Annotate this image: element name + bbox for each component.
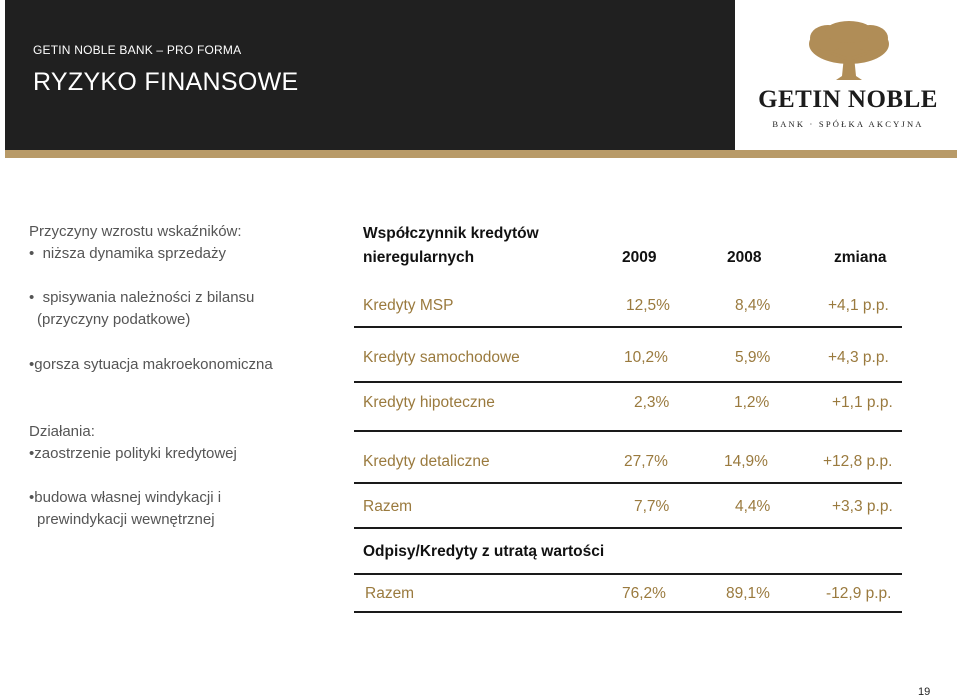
- row-divider: [354, 326, 902, 328]
- row-divider: [354, 482, 902, 484]
- table-header-line1: Współczynnik kredytów: [363, 225, 539, 242]
- row-divider: [354, 611, 902, 613]
- actions-title: Działania:: [29, 423, 95, 440]
- cause-item: • spisywania należności z bilansu: [29, 289, 255, 306]
- row-label: Razem: [365, 585, 415, 602]
- value-2008: 89,1%: [726, 585, 770, 602]
- logo-wordmark: GETIN NOBLE: [758, 86, 938, 113]
- causes-title: Przyczyny wzrostu wskaźników:: [29, 223, 242, 240]
- header-accent-bar: [5, 150, 957, 158]
- action-item: •budowa własnej windykacji i: [29, 489, 222, 506]
- row-divider: [354, 430, 902, 432]
- row-label: Kredyty samochodowe: [363, 349, 520, 366]
- value-change: -12,9 p.p.: [826, 585, 892, 602]
- header-subtitle: GETIN NOBLE BANK – PRO FORMA: [33, 43, 242, 57]
- value-2009: 2,3%: [634, 394, 670, 411]
- oak-tree-icon: [806, 20, 892, 82]
- row-label: Kredyty detaliczne: [363, 453, 490, 470]
- page-number: 19: [918, 686, 931, 698]
- cause-item: • niższa dynamika sprzedaży: [29, 245, 227, 262]
- header-banner: [5, 0, 735, 150]
- value-2008: 4,4%: [735, 498, 771, 515]
- value-2008: 5,9%: [735, 349, 771, 366]
- value-2009: 76,2%: [622, 585, 666, 602]
- value-2008: 8,4%: [735, 297, 771, 314]
- value-2008: 14,9%: [724, 453, 768, 470]
- column-header-change: zmiana: [834, 249, 887, 266]
- row-label: Razem: [363, 498, 413, 515]
- value-change: +1,1 p.p.: [832, 394, 893, 411]
- value-change: +12,8 p.p.: [823, 453, 893, 470]
- row-label: Kredyty MSP: [363, 297, 454, 314]
- value-2008: 1,2%: [734, 394, 770, 411]
- row-divider: [354, 573, 902, 575]
- row-label: Kredyty hipoteczne: [363, 394, 495, 411]
- value-change: +4,3 p.p.: [828, 349, 889, 366]
- row-divider: [354, 527, 902, 529]
- value-2009: 27,7%: [624, 453, 668, 470]
- column-header-2009: 2009: [622, 249, 657, 266]
- logo-tagline: BANK · SPÓŁKA AKCYJNA: [772, 119, 924, 129]
- section2-title: Odpisy/Kredyty z utratą wartości: [363, 543, 605, 560]
- cause-item: •gorsza sytuacja makroekonomiczna: [29, 356, 273, 373]
- value-change: +3,3 p.p.: [832, 498, 893, 515]
- value-2009: 10,2%: [624, 349, 668, 366]
- column-header-2008: 2008: [727, 249, 762, 266]
- cause-item-continuation: (przyczyny podatkowe): [37, 311, 191, 328]
- table-header-line2: nieregularnych: [363, 249, 475, 266]
- page-title: RYZYKO FINANSOWE: [33, 68, 299, 96]
- action-item-continuation: prewindykacji wewnętrznej: [37, 511, 215, 528]
- value-2009: 12,5%: [626, 297, 670, 314]
- row-divider: [354, 381, 902, 383]
- action-item: •zaostrzenie polityki kredytowej: [29, 445, 237, 462]
- value-change: +4,1 p.p.: [828, 297, 889, 314]
- value-2009: 7,7%: [634, 498, 670, 515]
- logo: [738, 0, 959, 150]
